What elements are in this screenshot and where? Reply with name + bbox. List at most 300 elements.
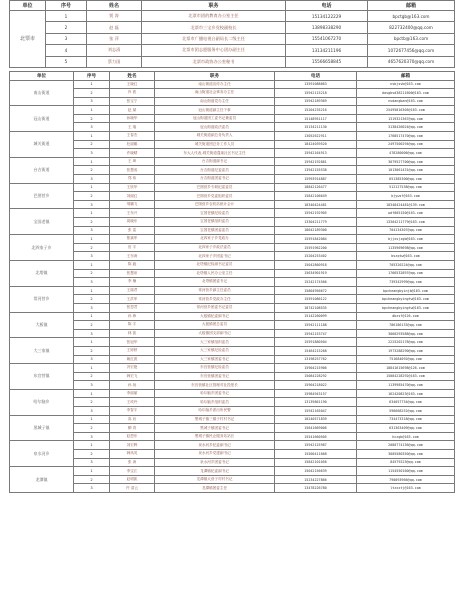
- name-cell: 孙 扬: [110, 381, 155, 390]
- phone-cell: 15500411668: [275, 450, 357, 459]
- email-cell: 786186133@qq.com: [357, 321, 455, 330]
- email-cell: 1973288290@qq.com: [357, 346, 455, 355]
- seq-cell: 1: [74, 338, 110, 347]
- name-cell: 赵 磊: [87, 22, 142, 33]
- seq-cell: 2: [74, 243, 110, 252]
- name-cell: 周晓东: [110, 218, 155, 227]
- duty-cell: 常河营乡党政办主任: [155, 295, 275, 304]
- seq-cell: 2: [74, 114, 110, 123]
- phone-cell: 13198257762: [275, 355, 357, 364]
- phone-cell: 15942165047: [275, 407, 357, 416]
- email-cell: 1135969698@qq.com: [357, 243, 455, 252]
- duty-cell: 巴图营乡农机站统计会计: [155, 200, 275, 209]
- name-cell: 张宝宁: [110, 97, 155, 106]
- phone-cell: 18340424481: [275, 200, 357, 209]
- table-row: [10, 80, 455, 89]
- duty-cell: 北四家子乡团委书记: [155, 252, 275, 261]
- table-row: [10, 56, 455, 67]
- seq-cell: 1: [74, 467, 110, 476]
- name-cell: 孙 珍: [110, 312, 155, 321]
- email-cell: wdf005150@163.com: [357, 209, 455, 218]
- name-cell: 田 宇: [110, 243, 155, 252]
- phone-cell: 13898338290: [286, 22, 368, 33]
- phone-cell: 15134211130: [275, 123, 357, 132]
- duty-cell: 常河营乡团委书记委员: [155, 303, 275, 312]
- table-row: [10, 389, 455, 398]
- duty-cell: 冠山街道副主任干事: [155, 106, 275, 115]
- name-cell: 赵恩东: [110, 432, 155, 441]
- phone-cell: 15904218022: [275, 381, 357, 390]
- seq-cell: 2: [74, 450, 110, 459]
- name-cell: 郑 伟: [110, 175, 155, 184]
- email-cell: 1072677456@qq.com: [368, 45, 455, 56]
- seq-cell: 2: [74, 166, 110, 175]
- table-row: [10, 441, 455, 450]
- duty-cell: 东大人代表,城关街道蓬莱社区书记主任: [155, 149, 275, 158]
- phone-cell: 18424039520: [275, 140, 357, 149]
- name-cell: 韩宏飞: [110, 372, 155, 381]
- duty-cell: 东官营镇纪检委员: [155, 364, 275, 373]
- unit-cell: 北四家子乡: [10, 235, 74, 261]
- seq-cell: 3: [74, 149, 110, 158]
- phone-cell: 15541660505: [275, 432, 357, 441]
- table-row: [10, 278, 455, 287]
- phone-cell: 18742108535: [275, 303, 357, 312]
- name-cell: 陈 毅: [110, 260, 155, 269]
- phone-cell: 15204253402: [275, 252, 357, 261]
- table-row: [10, 355, 455, 364]
- unit-cell: 黑城子镇: [10, 415, 74, 441]
- duty-cell: 黑城子镇三镇子村村书记: [155, 415, 275, 424]
- name-cell: 许 清云: [110, 484, 155, 493]
- email-cell: 3005580350@qq.com: [357, 450, 455, 459]
- duty-cell: 黑城子镇民企服务站站长: [155, 432, 275, 441]
- name-cell: 刘丽红: [110, 192, 155, 201]
- email-cell: bjywsf@163.com: [357, 192, 455, 201]
- header-duty: 职务: [155, 72, 275, 81]
- email-cell: 2080774136@qq.com: [357, 441, 455, 450]
- table-row: [10, 22, 455, 33]
- name-cell: 高 岩: [110, 415, 155, 424]
- table-row: [10, 114, 455, 123]
- header-email: 邮箱: [368, 1, 455, 11]
- seq-cell: 2: [74, 89, 110, 98]
- phone-cell: 18240571839: [275, 415, 357, 424]
- table-row: [10, 33, 455, 44]
- seq-cell: 1: [74, 132, 110, 141]
- table-row: [10, 166, 455, 175]
- table-row: [10, 424, 455, 433]
- seq-cell: 1: [46, 11, 87, 22]
- email-cell: 3060293588@qq.com: [357, 329, 455, 338]
- email-cell: 25495816305@163.com: [357, 106, 455, 115]
- unit-cell: 冠山街道: [10, 106, 74, 132]
- phone-cell: 18642189300: [275, 226, 357, 235]
- name-cell: 陈 宇: [110, 321, 155, 330]
- phone-cell: 13942155538: [275, 166, 357, 175]
- unit-cell: 南山街道: [10, 80, 74, 106]
- unit-cell: 宝国老镇: [10, 209, 74, 235]
- email-cell: 790093966@qq.com: [357, 475, 455, 484]
- seq-cell: 5: [46, 56, 87, 67]
- phone-cell: 15204235216: [275, 106, 357, 115]
- table-row: [10, 415, 455, 424]
- email-cell: 1013061431@qq.com: [357, 166, 455, 175]
- email-cell: 162420823@163.com: [357, 389, 455, 398]
- duty-cell: 冠山街道政法委员: [155, 123, 275, 132]
- table-row: [10, 252, 455, 261]
- duty-cell: 常河营乡副主任委员: [155, 286, 275, 295]
- name-cell: 朝红波: [110, 355, 155, 364]
- table-row: [10, 132, 455, 141]
- phone-cell: 15842106649: [275, 192, 357, 201]
- phone-cell: 15084228292: [275, 372, 357, 381]
- email-cell: 739342999@qq.com: [357, 278, 455, 287]
- table-row: [10, 450, 455, 459]
- seq-cell: 1: [74, 364, 110, 373]
- email-cell: dbzsf@126.com: [357, 312, 455, 321]
- duty-cell: 南山街道党办主任: [155, 97, 275, 106]
- unit-cell: 东官营镇: [10, 364, 74, 390]
- name-cell: 李宝江: [110, 467, 155, 476]
- seq-cell: 2: [74, 346, 110, 355]
- table-row: [10, 346, 455, 355]
- phone-cell: 15942111188: [275, 321, 357, 330]
- email-cell: bpcheangbyinjb@163.com: [357, 286, 455, 295]
- email-cell: ltzxxtj@163.com: [357, 484, 455, 493]
- name-cell: 李智宇: [110, 407, 155, 416]
- table-row: [10, 97, 455, 106]
- phone-cell: 15942192905: [275, 209, 357, 218]
- header-phone: 电话: [275, 72, 357, 81]
- name-cell: 王春杰: [110, 132, 155, 141]
- name-cell: 贾 涛: [87, 11, 142, 22]
- name-cell: 张慧成: [110, 166, 155, 175]
- duty-cell: 大三家镇组织委员: [155, 338, 275, 347]
- township-contacts-table: [9, 71, 455, 493]
- unit-cell: 泉水河乡: [10, 441, 74, 467]
- seq-cell: 2: [74, 372, 110, 381]
- email-cell: bpctb@163.com: [368, 33, 455, 44]
- email-cell: 705320224@qq.com: [357, 260, 455, 269]
- table-row: [10, 286, 455, 295]
- duty-cell: 巴图营乡党委组织委员: [155, 192, 275, 201]
- name-cell: 肖 波: [110, 89, 155, 98]
- seq-cell: 2: [74, 218, 110, 227]
- email-cell: 15084228292@163.com: [357, 372, 455, 381]
- table-row: [10, 398, 455, 407]
- duty-cell: 大板镇纪委副书记: [155, 312, 275, 321]
- email-cell: bpcheangbyingtw@163.com: [357, 303, 455, 312]
- phone-cell: 15591842084: [275, 235, 357, 244]
- seq-cell: 2: [74, 140, 110, 149]
- email-cell: 1154550160@qq.com: [357, 467, 455, 476]
- seq-cell: 2: [74, 424, 110, 433]
- name-cell: 张冠华: [110, 338, 155, 347]
- email-cell: 1319321367@qq.com: [357, 114, 455, 123]
- duty-cell: 冠山街道团工委书记兼委员: [155, 114, 275, 123]
- email-cell: 1768517470@qq.com: [357, 132, 455, 141]
- duty-cell: 台吉街道副书记: [155, 157, 275, 166]
- city-contacts-table: [9, 0, 455, 68]
- table-row: [10, 381, 455, 390]
- table-row: [10, 45, 455, 56]
- duty-cell: 北票市政协办公室秘书: [142, 56, 286, 67]
- seq-cell: 3: [74, 226, 110, 235]
- duty-cell: 北塔镇纪检副书记委员: [155, 260, 275, 269]
- table-row: [10, 407, 455, 416]
- email-cell: bpcheangbyingtw@163.com: [357, 295, 455, 304]
- name-cell: 王东兴: [110, 209, 155, 218]
- email-cell: 2497500294@qq.com: [357, 140, 455, 149]
- phone-cell: 15942192881: [275, 157, 357, 166]
- duty-cell: 南山街道社会事务办主任: [155, 89, 275, 98]
- name-cell: 王 琦: [110, 157, 155, 166]
- seq-cell: 3: [74, 484, 110, 493]
- duty-cell: 宝国老镇团委委员: [155, 226, 275, 235]
- seq-cell: 3: [74, 123, 110, 132]
- table-row: [10, 200, 455, 209]
- phone-cell: 15148951117: [275, 114, 357, 123]
- table-row: [10, 329, 455, 338]
- table-row: [10, 149, 455, 158]
- duty-cell: 大三家镇纪检委员: [155, 346, 275, 355]
- duty-cell: 台吉街道纪委委员: [155, 166, 275, 175]
- table-row: [10, 123, 455, 132]
- email-cell: 651385300@qq.com: [357, 175, 455, 184]
- phone-cell: 15234227866: [275, 475, 357, 484]
- email-cell: 512127538@qq.com: [357, 183, 455, 192]
- phone-cell: 15984943157: [275, 389, 357, 398]
- seq-cell: 1: [74, 389, 110, 398]
- email-cell: 3138426024@qq.com: [357, 123, 455, 132]
- phone-cell: 15591962200: [275, 243, 357, 252]
- table-row: [10, 372, 455, 381]
- phone-cell: 15591880504: [275, 338, 357, 347]
- phone-cell: 15042860918: [275, 260, 357, 269]
- seq-cell: 1: [74, 183, 110, 192]
- seq-cell: 3: [74, 381, 110, 390]
- email-cell: nsbjsvb@163.com: [357, 80, 455, 89]
- table-header-row: [10, 72, 455, 81]
- seq-cell: 2: [74, 269, 110, 278]
- phone-cell: 15942153747: [275, 329, 357, 338]
- seq-cell: 3: [74, 278, 110, 287]
- duty-cell: 北四家子乡政法委员: [155, 243, 275, 252]
- duty-cell: 龙潭镇团委主任: [155, 484, 275, 493]
- table-row: [10, 484, 455, 493]
- table-row: [10, 475, 455, 484]
- unit-cell: 巴图营乡: [10, 183, 74, 209]
- email-cell: hczgb@163.com: [357, 432, 455, 441]
- duty-cell: 北塔镇人民办公室主任: [155, 269, 275, 278]
- phone-cell: 15634901919: [275, 269, 357, 278]
- duty-cell: 北塔镇团委书记: [155, 278, 275, 287]
- phone-cell: 13591088863: [275, 80, 357, 89]
- name-cell: 张慧泉: [110, 269, 155, 278]
- seq-cell: 2: [74, 192, 110, 201]
- unit-cell: 常河营乡: [10, 286, 74, 312]
- table-row: [10, 175, 455, 184]
- unit-cell: 北票市: [10, 11, 46, 68]
- duty-cell: 城关街道副总务负责人: [155, 132, 275, 141]
- name-cell: 许晓晴: [110, 149, 155, 158]
- duty-cell: 大板镇团支部副书记: [155, 329, 275, 338]
- name-cell: 刘宏辉: [110, 441, 155, 450]
- seq-cell: 3: [74, 252, 110, 261]
- seq-cell: 2: [74, 398, 110, 407]
- name-cell: 刘志清: [87, 45, 142, 56]
- seq-cell: 2: [74, 295, 110, 304]
- phone-cell: 13139861190: [275, 398, 357, 407]
- email-cell: 704134307@qq.com: [357, 226, 455, 235]
- phone-cell: 13304211779: [275, 218, 357, 227]
- header-name: 姓名: [110, 72, 155, 81]
- table-row: [10, 312, 455, 321]
- duty-cell: 台吉街道团委书记: [155, 175, 275, 184]
- duty-cell: 龙潭镇纪委副书记: [155, 467, 275, 476]
- seq-cell: 2: [74, 475, 110, 484]
- name-cell: 杜丽娜: [110, 140, 155, 149]
- duty-cell: 大板镇团总委员: [155, 321, 275, 330]
- name-cell: 王东涛: [110, 252, 155, 261]
- table-row: [10, 295, 455, 304]
- email-cell: 3079527700@qq.com: [357, 157, 455, 166]
- email-cell: 18841615698@126.com: [357, 364, 455, 373]
- phone-cell: 15566658845: [286, 56, 368, 67]
- email-cell: 1766532897@qq.com: [357, 269, 455, 278]
- phone-cell: 15993914887: [275, 175, 357, 184]
- seq-cell: 1: [74, 441, 110, 450]
- email-cell: 631363409@qq.com: [357, 424, 455, 433]
- table-row: [10, 192, 455, 201]
- duty-cell: 北票市团志愿服务中心团办副主任: [142, 45, 286, 56]
- phone-cell: 15464215268: [275, 346, 357, 355]
- name-cell: 王欣华: [110, 183, 155, 192]
- table-row: [10, 226, 455, 235]
- seq-cell: 1: [74, 80, 110, 89]
- phone-cell: 15042156639: [275, 467, 357, 476]
- seq-cell: 3: [74, 329, 110, 338]
- phone-cell: 13052622911: [275, 132, 357, 141]
- phone-cell: 15804956672: [275, 286, 357, 295]
- email-cell: bjjxsjzgb@163.com: [357, 235, 455, 244]
- table-row: [10, 321, 455, 330]
- name-cell: 赵 斌: [110, 106, 155, 115]
- table-row: [10, 106, 455, 115]
- table-row: [10, 364, 455, 373]
- table-row: [10, 218, 455, 227]
- seq-cell: 1: [74, 106, 110, 115]
- seq-cell: 3: [74, 355, 110, 364]
- seq-cell: 3: [74, 407, 110, 416]
- name-cell: 张思君: [110, 303, 155, 312]
- duty-cell: 巴图营乡专职纪委委员: [155, 183, 275, 192]
- email-cell: 478280006@qq.com: [357, 149, 455, 158]
- header-email: 邮箱: [357, 72, 455, 81]
- header-unit: 单位: [10, 1, 46, 11]
- name-cell: 王晓红: [110, 80, 155, 89]
- phone-cell: 15591086122: [275, 295, 357, 304]
- seq-cell: 3: [74, 175, 110, 184]
- header-duty: 职务: [142, 1, 286, 11]
- email-cell: 84579223@qq.com: [357, 458, 455, 467]
- phone-cell: 15942115218: [275, 89, 357, 98]
- table-row: [10, 260, 455, 269]
- phone-cell: 15142260099: [275, 312, 357, 321]
- seq-cell: 3: [74, 458, 110, 467]
- duty-cell: 北四家子乡党政办: [155, 235, 275, 244]
- phone-cell: 13478226780: [275, 484, 357, 493]
- seq-cell: 1: [74, 157, 110, 166]
- table-row: [10, 269, 455, 278]
- unit-cell: 大三家镇: [10, 338, 74, 364]
- seq-cell: 3: [74, 432, 110, 441]
- table-row: [10, 183, 455, 192]
- name-cell: 靖鹏飞: [110, 200, 155, 209]
- seq-cell: 1: [74, 260, 110, 269]
- unit-cell: 城关街道: [10, 132, 74, 158]
- email-cell: bpctgb@163.com: [368, 11, 455, 22]
- seq-cell: 2: [74, 321, 110, 330]
- phone-cell: 15942189369: [275, 97, 357, 106]
- name-cell: 王玫玲: [110, 398, 155, 407]
- table-row: [10, 89, 455, 98]
- name-cell: 王洪军: [110, 295, 155, 304]
- email-cell: 751684092@qq.com: [357, 355, 455, 364]
- table-row: [10, 157, 455, 166]
- duty-cell: 城关街道团总务工作人员: [155, 140, 275, 149]
- name-cell: 焦斌军: [110, 235, 155, 244]
- duty-cell: 北票市广播电视台副局长二级主任: [142, 33, 286, 44]
- seq-cell: 1: [74, 235, 110, 244]
- email-cell: 18340424481@139.com: [357, 200, 455, 209]
- email-cell: 634057734@qq.com: [357, 398, 455, 407]
- email-cell: 4657620370@qq.com: [368, 56, 455, 67]
- name-cell: 赵明凯: [110, 475, 155, 484]
- header-unit: 单位: [10, 72, 74, 81]
- duty-cell: 泉水河乡纪委副书记: [155, 441, 275, 450]
- duty-cell: 黑城子镇团委书记: [155, 424, 275, 433]
- name-cell: 张 萍: [87, 33, 142, 44]
- phone-cell: 15541067270: [286, 33, 368, 44]
- table-row: [10, 140, 455, 149]
- email-cell: 596668252@qq.com: [357, 407, 455, 416]
- table-row: [10, 338, 455, 347]
- duty-cell: 哈尔脑乡派出所民警: [155, 407, 275, 416]
- duty-cell: 龙潭镇大营子村村书记: [155, 475, 275, 484]
- name-cell: 蔡力国: [87, 56, 142, 67]
- duty-cell: 宝国老镇纪检委员: [155, 209, 275, 218]
- name-cell: 孙晓华: [110, 114, 155, 123]
- name-cell: 王婷婷: [110, 346, 155, 355]
- duty-cell: 东官营镇社区管理对社投报长: [155, 381, 275, 390]
- email-cell: 2225202178@qq.com: [357, 338, 455, 347]
- name-cell: 柳 青: [110, 424, 155, 433]
- table-row: [10, 432, 455, 441]
- seq-cell: 2: [46, 22, 87, 33]
- name-cell: 张 雷: [110, 226, 155, 235]
- phone-cell: 15134122229: [286, 11, 368, 22]
- phone-cell: 18842126477: [275, 183, 357, 192]
- name-cell: 林 凯: [110, 329, 155, 338]
- duty-cell: 哈尔脑乡组织委员: [155, 398, 275, 407]
- email-cell: dasgbsd38211600@163.com: [357, 89, 455, 98]
- table-row: [10, 235, 455, 244]
- seq-cell: 1: [74, 209, 110, 218]
- name-cell: 韩凤英: [110, 450, 155, 459]
- table-row: [10, 11, 455, 22]
